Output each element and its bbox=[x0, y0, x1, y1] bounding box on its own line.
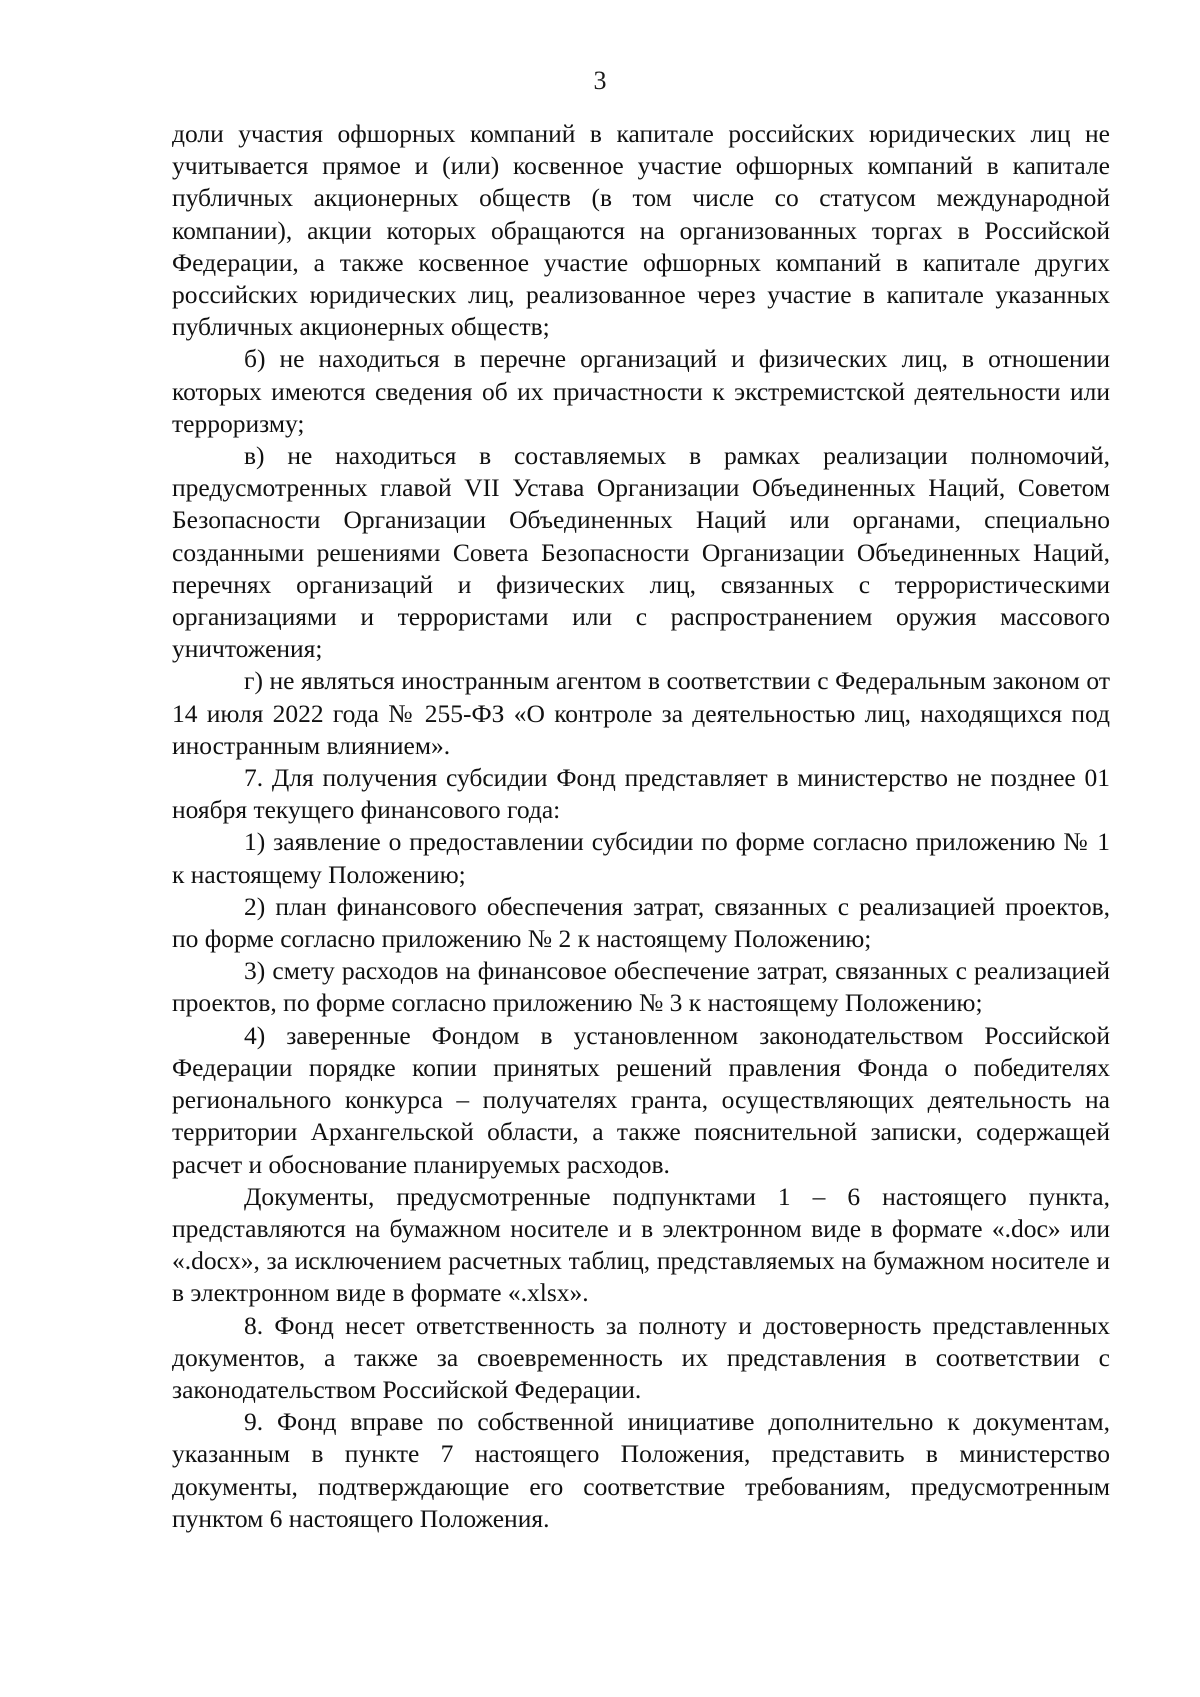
paragraph-subitem-4: 4) заверенные Фондом в установленном законодательством Российской Федерации порядке копии принятых решений правления Фонда о победителях регионального конкурса – получателях гранта, осуществляющих деятельность на территории Архангельской области, а также пояснительной записки, содержащей расчет и обоснование планируемых расходов. bbox=[172, 1020, 1110, 1179]
paragraph-item-g: г) не являться иностранным агентом в соответствии с Федеральным законом от 14 июля 2022 года № 255-ФЗ «О контроле за деятельностью лиц, находящихся под иностранным влиянием». bbox=[172, 666, 1110, 760]
paragraph-subitem-1: 1) заявление о предоставлении субсидии по форме согласно приложению № 1 к настоящему Положению; bbox=[172, 827, 1110, 889]
paragraph-item-v: в) не находиться в составляемых в рамках реализации полномочий, предусмотренных главой VII Устава Организации Объединенных Наций, Советом Безопасности Организации Объединенных Наций или органами, специально созданными решениями Совета Безопасности Организации Объединенных Наций, перечнях организаций и физических лиц, связанных с террористическими организациями и террористами или с распространением оружия массового уничтожения; bbox=[172, 441, 1110, 664]
paragraph-documents-format: Документы, предусмотренные подпунктами 1 – 6 настоящего пункта, представляются на бумажном носителе и в электронном виде в формате «.doc» или «.docx», за исключением расчетных таблиц, представляемых на бумажном носителе и в электронном виде в формате «.xlsx». bbox=[172, 1181, 1110, 1308]
paragraph-clause-9: 9. Фонд вправе по собственной инициативе дополнительно к документам, указанным в пункте 7 настоящего Положения, представить в министерство документы, подтверждающие его соответствие требованиям, предусмотренным пунктом 6 настоящего Положения. bbox=[172, 1407, 1110, 1533]
document-body bbox=[172, 118, 1110, 1535]
page-number: 3 bbox=[593, 66, 607, 95]
paragraph-clause-7: 7. Для получения субсидии Фонд представляет в министерство не позднее 01 ноября текущего финансового года: bbox=[172, 763, 1110, 825]
paragraph-offshore-participation: доли участия офшорных компаний в капитале российских юридических лиц не учитывается прямое и (или) косвенное участие офшорных компаний в капитале публичных акционерных обществ (в том числе со статусом международной компании), акции которых обращаются на организованных торгах в Российской Федерации, а также косвенное участие офшорных компаний в капитале других российских юридических лиц, реализованное через участие в капитале указанных публичных акционерных обществ; bbox=[172, 119, 1110, 342]
paragraph-clause-8: 8. Фонд несет ответственность за полноту и достоверность представленных документов, а также за своевременность их представления в соответствии с законодательством Российской Федерации. bbox=[172, 1310, 1110, 1404]
paragraph-subitem-3: 3) смету расходов на финансовое обеспечение затрат, связанных с реализацией проектов, по форме согласно приложению № 3 к настоящему Положению; bbox=[172, 956, 1110, 1018]
paragraph-subitem-2: 2) план финансового обеспечения затрат, связанных с реализацией проектов, по форме согласно приложению № 2 к настоящему Положению; bbox=[172, 891, 1110, 954]
paragraph-item-b: б) не находиться в перечне организаций и физических лиц, в отношении которых имеются сведения об их причастности к экстремистской деятельности или терроризму; bbox=[172, 344, 1110, 438]
